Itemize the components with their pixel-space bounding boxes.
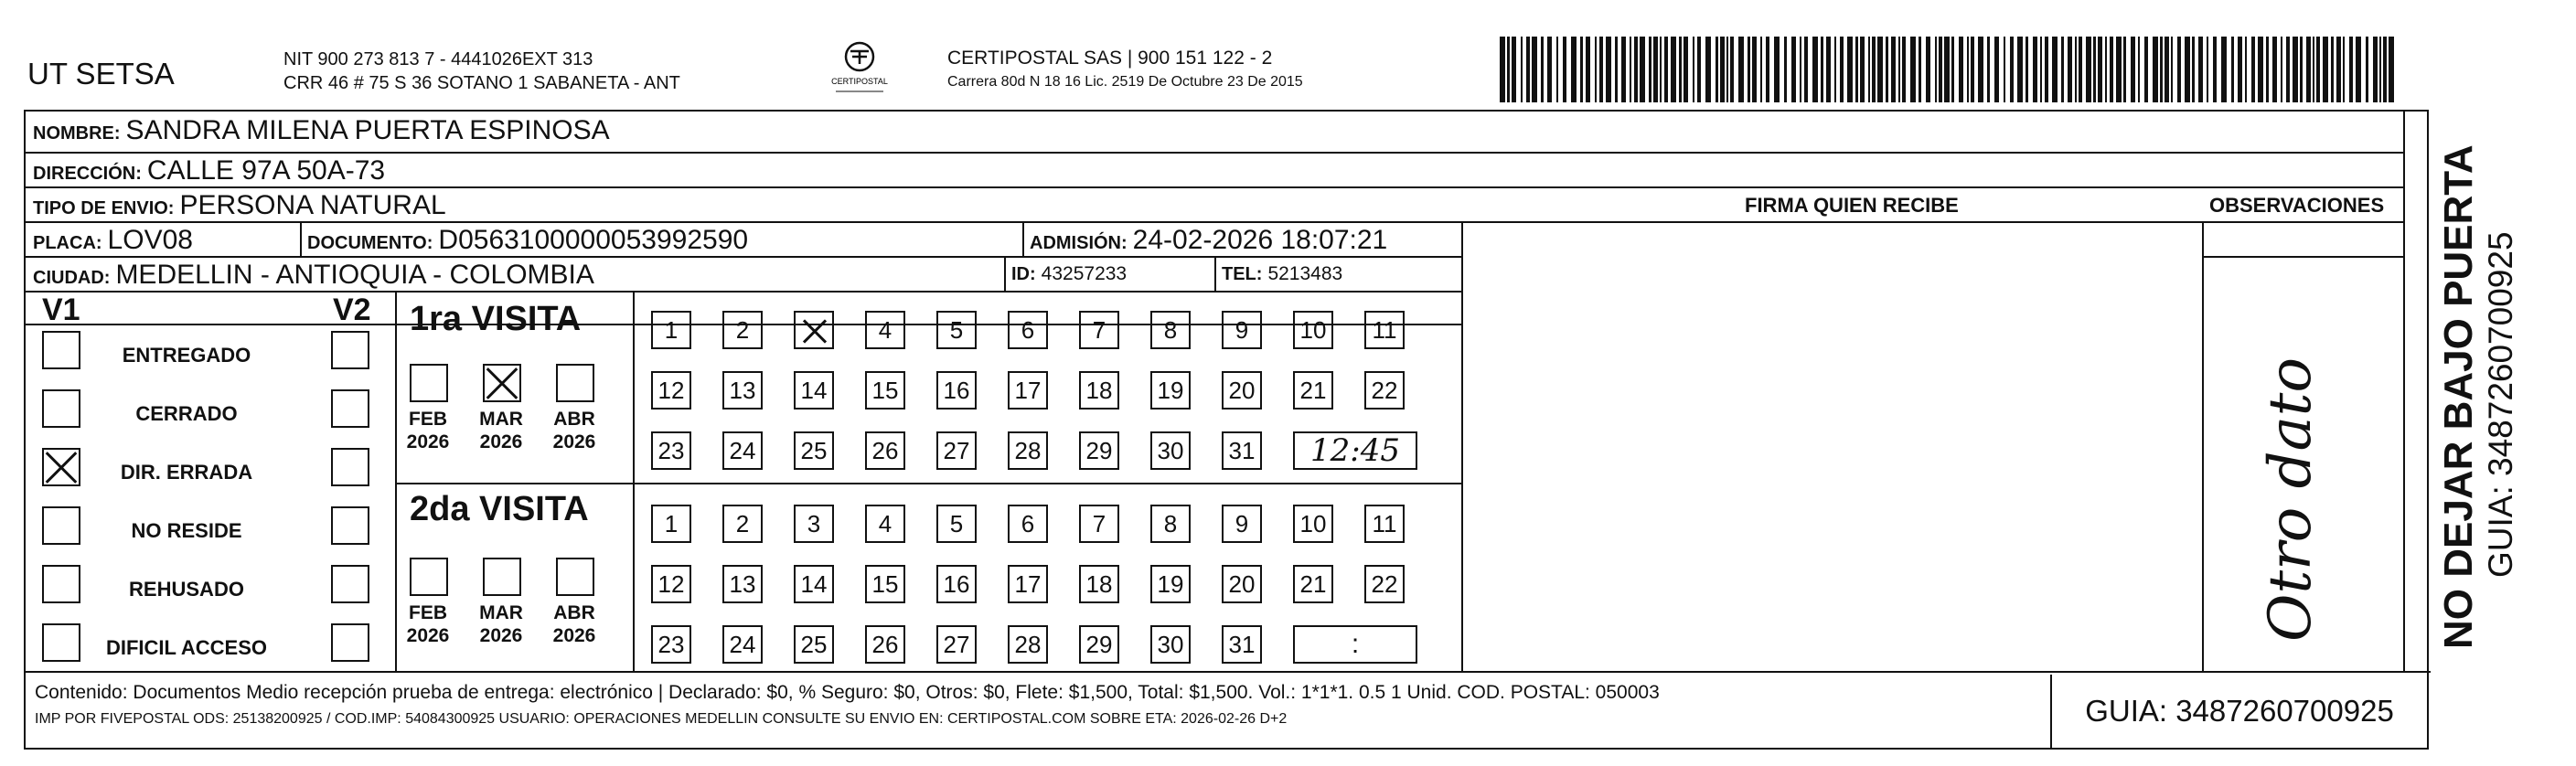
v1-cerrado-checkbox[interactable] xyxy=(42,389,80,428)
visit2-month-feb-checkbox[interactable] xyxy=(410,558,448,596)
visit2-day-28[interactable]: 28 xyxy=(1008,625,1048,664)
v2-cerrado-checkbox[interactable] xyxy=(331,389,369,428)
visit1-month-mar-checkbox[interactable] xyxy=(483,364,521,402)
plate-field: PLACA: LOV08 xyxy=(33,225,193,255)
visit2-day-30[interactable]: 30 xyxy=(1150,625,1191,664)
visit1-day-13[interactable]: 13 xyxy=(722,371,763,410)
visit2-day-3[interactable]: 3 xyxy=(794,505,834,543)
month-year: 2026 xyxy=(406,431,450,452)
visit2-day-27[interactable]: 27 xyxy=(936,625,977,664)
visit1-day-14[interactable]: 14 xyxy=(794,371,834,410)
phone-field: TEL: 5213483 xyxy=(1222,263,1343,284)
visit2-day-16[interactable]: 16 xyxy=(936,565,977,603)
visit1-month-abr-label xyxy=(547,408,602,453)
visit2-day-6[interactable]: 6 xyxy=(1008,505,1048,543)
visit1-day-23[interactable]: 23 xyxy=(651,431,691,470)
recipient-name: SANDRA MILENA PUERTA ESPINOSA xyxy=(125,115,610,145)
visit1-day-29[interactable]: 29 xyxy=(1079,431,1119,470)
visit1-time-box[interactable]: 12:45 xyxy=(1293,431,1417,470)
visit2-month-mar-checkbox[interactable] xyxy=(483,558,521,596)
v2-rehusado-checkbox[interactable] xyxy=(331,565,369,603)
side-guide-number: GUIA: 3487260700925 xyxy=(2482,231,2519,578)
visit2-day-7[interactable]: 7 xyxy=(1079,505,1119,543)
v2-dir-errada-checkbox[interactable] xyxy=(331,448,369,486)
visit2-day-11[interactable]: 11 xyxy=(1364,505,1405,543)
visit2-day-14[interactable]: 14 xyxy=(794,565,834,603)
month-name: FEB xyxy=(409,602,447,623)
city-value: MEDELLIN - ANTIOQUIA - COLOMBIA xyxy=(115,260,594,290)
month-name: ABR xyxy=(553,602,595,623)
visit1-day-20[interactable]: 20 xyxy=(1222,371,1262,410)
visit1-day-3[interactable] xyxy=(794,311,834,349)
status-label-dir-errada: DIR. ERRADA xyxy=(120,461,253,484)
document-field: DOCUMENTO: D0563100000053992590 xyxy=(307,225,749,255)
nit-line: NIT 900 273 813 7 - 4441026EXT 313 xyxy=(283,49,593,69)
id-value: 43257233 xyxy=(1041,263,1128,284)
status-label-dificil-acceso: DIFICIL ACCESO xyxy=(105,636,267,659)
month-name: ABR xyxy=(553,409,595,430)
visit2-day-23[interactable]: 23 xyxy=(651,625,691,664)
visit1-day-19[interactable]: 19 xyxy=(1150,371,1191,410)
month-name: MAR xyxy=(479,602,523,623)
v2-no-reside-checkbox[interactable] xyxy=(331,506,369,545)
visit1-month-feb-checkbox[interactable] xyxy=(410,364,448,402)
visit2-day-15[interactable]: 15 xyxy=(865,565,905,603)
visit1-day-7[interactable]: 7 xyxy=(1079,311,1119,349)
print-info: IMP POR FIVEPOSTAL ODS: 25138200925 / COD.IMP: 54084300925 USUARIO: OPERACIONES MEDELLIN CONSULTE SU ENVIO EN: CERTIPOSTAL.COM SOBRE ETA: 2026-02-26 D+2 xyxy=(35,711,1288,727)
visit2-day-1[interactable]: 1 xyxy=(651,505,691,543)
shipment-type: PERSONA NATURAL xyxy=(179,190,446,220)
visit2-month-abr-checkbox[interactable] xyxy=(556,558,594,596)
visit1-day-17[interactable]: 17 xyxy=(1008,371,1048,410)
visit1-month-mar-label xyxy=(474,408,529,453)
v1-entregado-checkbox[interactable] xyxy=(42,331,80,369)
observations-column-header: OBSERVACIONES xyxy=(2209,194,2385,217)
shipping-form xyxy=(24,110,2429,750)
visit2-day-25[interactable]: 25 xyxy=(794,625,834,664)
visit2-day-10[interactable]: 10 xyxy=(1293,505,1333,543)
visit1-day-4[interactable]: 4 xyxy=(865,311,905,349)
visit1-day-28[interactable]: 28 xyxy=(1008,431,1048,470)
visit2-day-13[interactable]: 13 xyxy=(722,565,763,603)
visit1-day-15[interactable]: 15 xyxy=(865,371,905,410)
visit2-day-4[interactable]: 4 xyxy=(865,505,905,543)
visit1-day-26[interactable]: 26 xyxy=(865,431,905,470)
visit1-day-21[interactable]: 21 xyxy=(1293,371,1333,410)
visit1-day-11[interactable]: 11 xyxy=(1364,311,1405,349)
visit2-day-18[interactable]: 18 xyxy=(1079,565,1119,603)
content-description: Contenido: Documentos Medio recepción prueba de entrega: electrónico | Declarado: $0, % Seguro: $0, Otros: $0, Flete: $1,500, Total: $1,500. Vol.: 1*1*1. 0.5 1 Unid. COD. POSTAL: 050003 xyxy=(35,682,1660,703)
visit2-day-5[interactable]: 5 xyxy=(936,505,977,543)
address-row: DIRECCIÓN: CALLE 97A 50A-73 xyxy=(33,155,386,186)
v2-dificil-acceso-checkbox[interactable] xyxy=(331,623,369,662)
admission-value: 24-02-2026 18:07:21 xyxy=(1132,225,1388,255)
visit1-day-8[interactable]: 8 xyxy=(1150,311,1191,349)
visit1-day-16[interactable]: 16 xyxy=(936,371,977,410)
visit2-day-19[interactable]: 19 xyxy=(1150,565,1191,603)
month-year: 2026 xyxy=(552,431,596,452)
second-visit-title: 2da VISITA xyxy=(410,490,589,528)
observation-handwriting: Otro dato xyxy=(2257,356,2325,642)
recipient-name-row: NOMBRE: SANDRA MILENA PUERTA ESPINOSA xyxy=(33,115,610,145)
visit2-month-mar-label xyxy=(474,601,529,647)
visit1-day-1[interactable]: 1 xyxy=(651,311,691,349)
month-name: MAR xyxy=(479,409,523,430)
visit2-day-20[interactable]: 20 xyxy=(1222,565,1262,603)
month-year: 2026 xyxy=(406,625,450,646)
visit2-day-2[interactable]: 2 xyxy=(722,505,763,543)
visit1-day-27[interactable]: 27 xyxy=(936,431,977,470)
certipostal-logo xyxy=(823,37,896,101)
id-field: ID: 43257233 xyxy=(1011,263,1128,284)
svg-text:CERTIPOSTAL: CERTIPOSTAL xyxy=(831,77,888,86)
side-warning: NO DEJAR BAJO PUERTA xyxy=(2436,144,2481,649)
barcode xyxy=(1500,37,2396,102)
visit2-time-box[interactable]: : xyxy=(1293,625,1417,664)
visit2-day-9[interactable]: 9 xyxy=(1222,505,1262,543)
visit1-month-abr-checkbox[interactable] xyxy=(556,364,594,402)
certipostal-license: Carrera 80d N 18 16 Lic. 2519 De Octubre 23 De 2015 xyxy=(947,74,1303,90)
visit1-day-9[interactable]: 9 xyxy=(1222,311,1262,349)
visit1-day-24[interactable]: 24 xyxy=(722,431,763,470)
visit2-day-24[interactable]: 24 xyxy=(722,625,763,664)
city-field: CIUDAD: MEDELLIN - ANTIOQUIA - COLOMBIA xyxy=(33,260,594,290)
v1-dir-errada-checkbox[interactable] xyxy=(42,448,80,486)
guide-number-box: GUIA: 3487260700925 xyxy=(2050,675,2427,748)
v1-dificil-acceso-checkbox[interactable] xyxy=(42,623,80,662)
visit1-day-6[interactable]: 6 xyxy=(1008,311,1048,349)
status-label-cerrado: CERRADO xyxy=(135,402,238,425)
v1-no-reside-checkbox[interactable] xyxy=(42,506,80,545)
visit1-day-10[interactable]: 10 xyxy=(1293,311,1333,349)
visit1-day-31[interactable]: 31 xyxy=(1222,431,1262,470)
visit1-day-12[interactable]: 12 xyxy=(651,371,691,410)
visit1-day-5[interactable]: 5 xyxy=(936,311,977,349)
plate-value: LOV08 xyxy=(107,225,193,255)
company-name: UT SETSA xyxy=(27,57,175,90)
visit2-day-21[interactable]: 21 xyxy=(1293,565,1333,603)
phone-value: 5213483 xyxy=(1267,263,1343,284)
address-value: CALLE 97A 50A-73 xyxy=(146,155,386,186)
document-value: D0563100000053992590 xyxy=(438,225,749,255)
address-line: CRR 46 # 75 S 36 SOTANO 1 SABANETA - ANT xyxy=(283,73,680,93)
month-year: 2026 xyxy=(479,625,523,646)
month-name: FEB xyxy=(409,409,447,430)
visit1-day-2[interactable]: 2 xyxy=(722,311,763,349)
status-label-rehusado: REHUSADO xyxy=(129,578,244,601)
shipment-type-row: TIPO DE ENVIO: PERSONA NATURAL xyxy=(33,190,446,220)
visit1-day-25[interactable]: 25 xyxy=(794,431,834,470)
v1-header: V1 xyxy=(42,293,80,327)
v1-rehusado-checkbox[interactable] xyxy=(42,565,80,603)
certipostal-nit: CERTIPOSTAL SAS | 900 151 122 - 2 xyxy=(947,48,1273,69)
visit2-month-feb-label xyxy=(401,601,455,647)
v2-header: V2 xyxy=(333,293,371,327)
visit2-day-29[interactable]: 29 xyxy=(1079,625,1119,664)
month-year: 2026 xyxy=(479,431,523,452)
admission-field: ADMISIÓN: 24-02-2026 18:07:21 xyxy=(1030,225,1388,255)
visit2-day-8[interactable]: 8 xyxy=(1150,505,1191,543)
v2-entregado-checkbox[interactable] xyxy=(331,331,369,369)
visit2-day-26[interactable]: 26 xyxy=(865,625,905,664)
company-nit-block xyxy=(283,48,680,95)
signature-column-header: FIRMA QUIEN RECIBE xyxy=(1745,194,1959,217)
visit2-month-abr-label xyxy=(547,601,602,647)
visit1-day-30[interactable]: 30 xyxy=(1150,431,1191,470)
first-visit-title: 1ra VISITA xyxy=(410,300,582,338)
visit1-day-22[interactable]: 22 xyxy=(1364,371,1405,410)
visit1-month-feb-label xyxy=(401,408,455,453)
status-label-no-reside: NO RESIDE xyxy=(131,519,242,542)
month-year: 2026 xyxy=(552,625,596,646)
visit2-day-31[interactable]: 31 xyxy=(1222,625,1262,664)
visit2-day-22[interactable]: 22 xyxy=(1364,565,1405,603)
visit2-day-17[interactable]: 17 xyxy=(1008,565,1048,603)
visit1-day-18[interactable]: 18 xyxy=(1079,371,1119,410)
visit2-day-12[interactable]: 12 xyxy=(651,565,691,603)
status-label-entregado: ENTREGADO xyxy=(122,344,251,367)
